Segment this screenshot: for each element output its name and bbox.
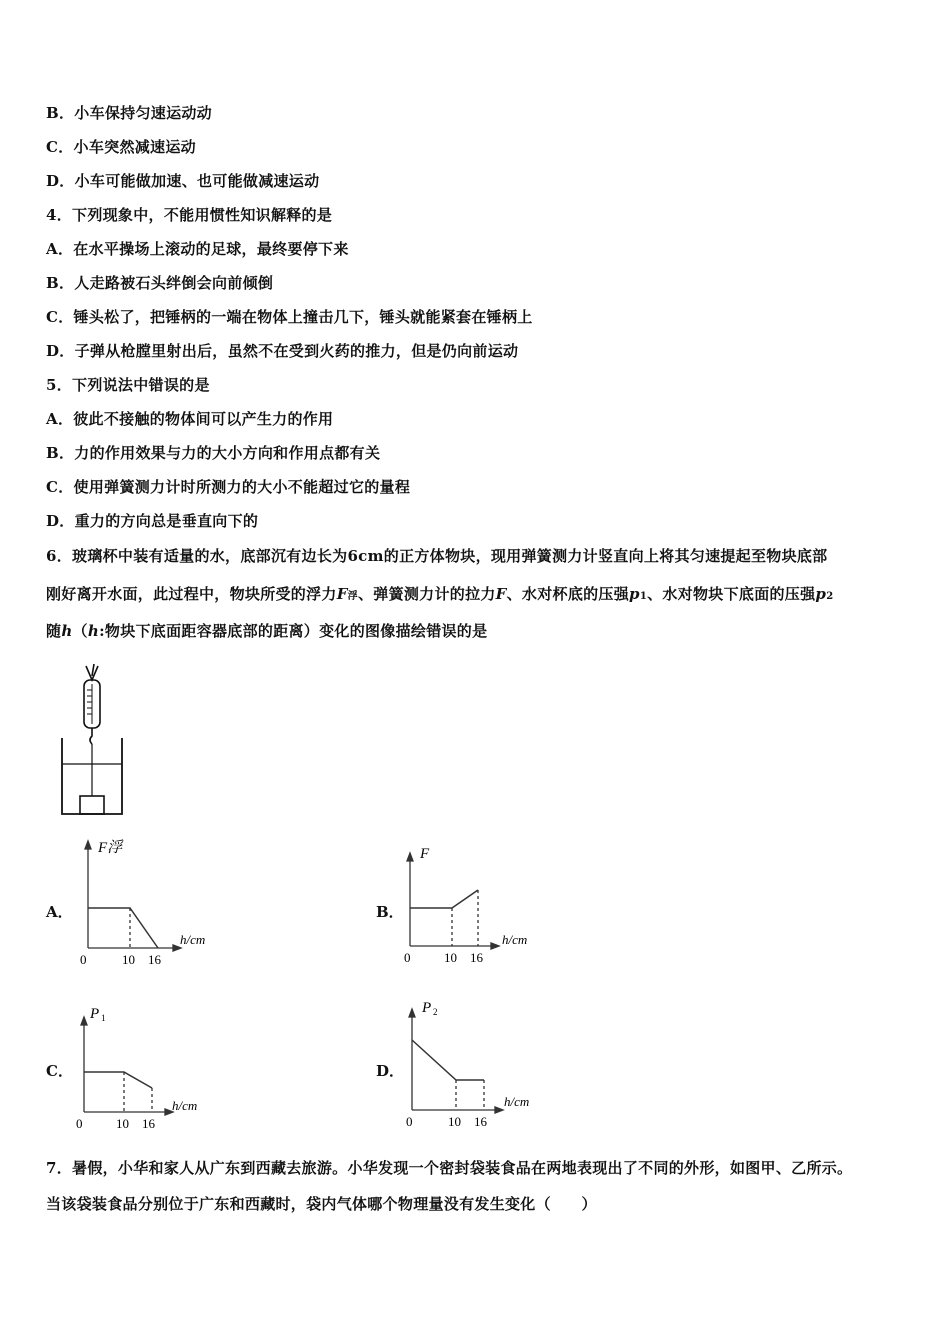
q4-stem: 4．下列现象中，不能用惯性知识解释的是 bbox=[46, 206, 333, 224]
graph-b-y-arrow bbox=[407, 853, 413, 861]
graph-b-curve bbox=[410, 890, 478, 908]
q6-stem-line3: 随h（h:物块下底面距容器底部的距离）变化的图像描绘错误的是 bbox=[46, 622, 488, 640]
q3-option-b: B．小车保持匀速运动动 bbox=[46, 104, 212, 122]
graph-c-curve bbox=[84, 1072, 152, 1088]
graph-a-tick-16: 16 bbox=[148, 952, 161, 967]
graph-d-ylabel: P bbox=[422, 1000, 432, 1016]
q4-option-a: A．在水平操场上滚动的足球，最终要停下来 bbox=[46, 240, 349, 258]
graph-c-y-arrow bbox=[81, 1017, 87, 1025]
q4-option-d: D．子弹从枪膛里射出后，虽然不在受到火药的推力，但是仍向前运动 bbox=[46, 342, 519, 360]
q4-option-b: B．人走路被石头绊倒会向前倾倒 bbox=[46, 274, 274, 292]
graph-d-label: D． bbox=[376, 1062, 405, 1080]
q5-stem: 5．下列说法中错误的是 bbox=[46, 376, 210, 394]
graph-d-x-arrow bbox=[495, 1107, 503, 1113]
q7-stem-line2: 当该袋装食品分别位于广东和西藏时，袋内气体哪个物理量没有发生变化（ ） bbox=[46, 1195, 597, 1213]
q3-option-d: D．小车可能做加速、也可能做减速运动 bbox=[46, 172, 320, 190]
graph-d-curve bbox=[412, 1040, 484, 1080]
graph-c-label: C． bbox=[46, 1062, 73, 1080]
graph-a bbox=[74, 836, 224, 968]
graph-b bbox=[398, 836, 548, 968]
graph-a-y-arrow bbox=[85, 841, 91, 849]
graph-d-tick-10: 10 bbox=[448, 1114, 461, 1129]
graph-d-y-arrow bbox=[409, 1009, 415, 1017]
graph-c-tick-10: 10 bbox=[116, 1116, 129, 1131]
graph-b-label: B． bbox=[376, 903, 404, 921]
graph-d-tick-16: 16 bbox=[474, 1114, 487, 1129]
graph-d-tick-0: 0 bbox=[406, 1114, 413, 1129]
q3-option-c: C．小车突然减速运动 bbox=[46, 138, 196, 156]
q7-stem-line1: 7．暑假，小华和家人从广东到西藏去旅游。小华发现一个密封袋装食品在两地表现出了不同的外形，如图甲、乙所示。 bbox=[46, 1159, 853, 1177]
graph-a-tick-10: 10 bbox=[122, 952, 135, 967]
q5-option-a: A．彼此不接触的物体间可以产生力的作用 bbox=[46, 410, 334, 428]
graph-c-ylabel: P bbox=[90, 1006, 100, 1022]
q4-option-c: C．锤头松了，把锤柄的一端在物体上撞击几下，锤头就能紧套在锤柄上 bbox=[46, 308, 533, 326]
graph-a-label: A． bbox=[46, 903, 73, 921]
graph-a-ylabel: F浮 bbox=[98, 840, 123, 856]
q6-stem-line1: 6．玻璃杯中装有适量的水，底部沉有边长为6cm的正方体物块，现用弹簧测力计竖直向上将其匀速提起至物块底部 bbox=[46, 547, 828, 565]
graph-d bbox=[400, 994, 550, 1130]
graph-b-tick-0: 0 bbox=[404, 950, 411, 965]
graph-b-tick-10: 10 bbox=[444, 950, 457, 965]
graph-b-ylabel: F bbox=[420, 846, 430, 862]
graph-a-tick-0: 0 bbox=[80, 952, 87, 967]
apparatus-diagram bbox=[56, 662, 136, 818]
graph-c-tick-16: 16 bbox=[142, 1116, 155, 1131]
graph-c-ylabel-sub: 1 bbox=[101, 1013, 106, 1023]
graph-b-x-arrow bbox=[491, 943, 499, 949]
graph-a-xlabel: h/cm bbox=[180, 932, 206, 947]
graph-b-tick-16: 16 bbox=[470, 950, 483, 965]
graph-c-xlabel: h/cm bbox=[172, 1098, 198, 1113]
q5-option-b: B．力的作用效果与力的大小方向和作用点都有关 bbox=[46, 444, 381, 462]
graph-a-curve bbox=[88, 908, 158, 948]
graph-b-xlabel: h/cm bbox=[502, 932, 528, 947]
q5-option-d: D．重力的方向总是垂直向下的 bbox=[46, 512, 259, 530]
q5-option-c: C．使用弹簧测力计时所测力的大小不能超过它的量程 bbox=[46, 478, 411, 496]
graph-d-xlabel: h/cm bbox=[504, 1094, 530, 1109]
graph-c bbox=[72, 1000, 222, 1132]
q6-stem-line2: 刚好离开水面，此过程中，物块所受的浮力F浮、弹簧测力计的拉力F、水对杯底的压强p1、水对物块下底面的压强p2 bbox=[46, 585, 834, 603]
graph-d-ylabel-sub: 2 bbox=[433, 1007, 438, 1017]
graph-c-tick-0: 0 bbox=[76, 1116, 83, 1131]
